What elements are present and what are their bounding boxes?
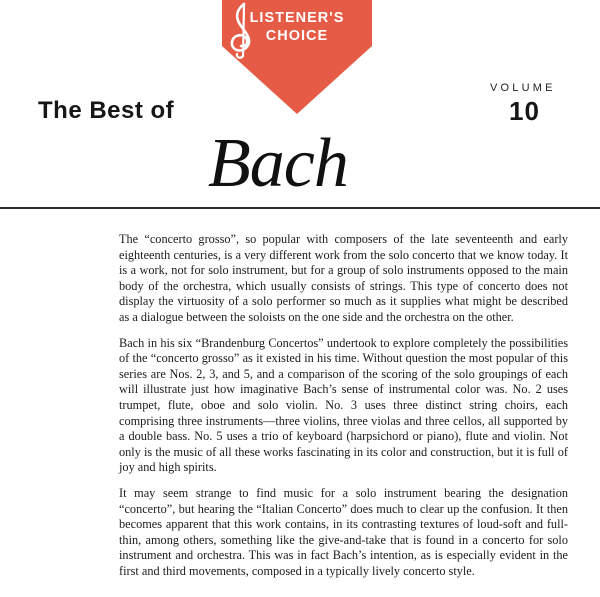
liner-notes xyxy=(119,232,568,589)
badge-line-1: LISTENER'S xyxy=(249,10,345,26)
paragraph: It may seem strange to find music for a solo instrument bearing the designation “concerto”, but hearing the “Italian Concerto” does much to clear up the confusion. It then becomes apparent that this work contains, in its contrasting textures of loud-soft and full-thin, among others, something like the give-and-take that is found in a concerto for solo instrument and orchestra. This was in fact Bach’s intention, as is especially evident in the first and third movements, composed in a typically lively concerto style. xyxy=(119,485,568,578)
volume-label: VOLUME xyxy=(490,82,556,94)
volume-number: 10 xyxy=(509,96,540,126)
treble-clef-icon xyxy=(222,0,262,60)
paragraph: Bach in his six “Brandenburg Concertos” undertook to explore completely the possibilities of the “concerto grosso” as it existed in his time. Without question the most popular of this series are Nos. 2, 3, and 5, and a comparison of the scoring of the solo groupings of each will illustrate just how imaginative Bach’s sense of instrumental color was. No. 2 uses trumpet, flute, oboe and solo violin. No. 3 uses three distinct string choirs, each comprising three instruments—three violins, three violas and three cellos, all supported by a double bass. No. 5 uses a trio of keyboard (harpsichord or piano), flute and violin. Not only is the music of all these works fascinating in its color and construction, but it is full of joy and high spirits. xyxy=(119,335,568,475)
paragraph: The “concerto grosso”, so popular with composers of the late seventeenth and early eighteenth centuries, is a very different work from the solo concerto that we know today. It is a work, not for solo instrument, but for a group of solo instruments opposed to the main body of the orchestra, which usually consists of strings. This type of concerto does not display the virtuosity of a solo performer so much as it supplies what might be described as a dialogue between the soloists on the one side and the orchestra on the other. xyxy=(119,232,568,324)
album-title: Bach xyxy=(208,125,348,202)
badge-line-2: CHOICE xyxy=(265,28,329,44)
subtitle: The Best of xyxy=(38,97,175,124)
listeners-choice-badge xyxy=(222,0,372,114)
header-divider xyxy=(0,207,600,209)
